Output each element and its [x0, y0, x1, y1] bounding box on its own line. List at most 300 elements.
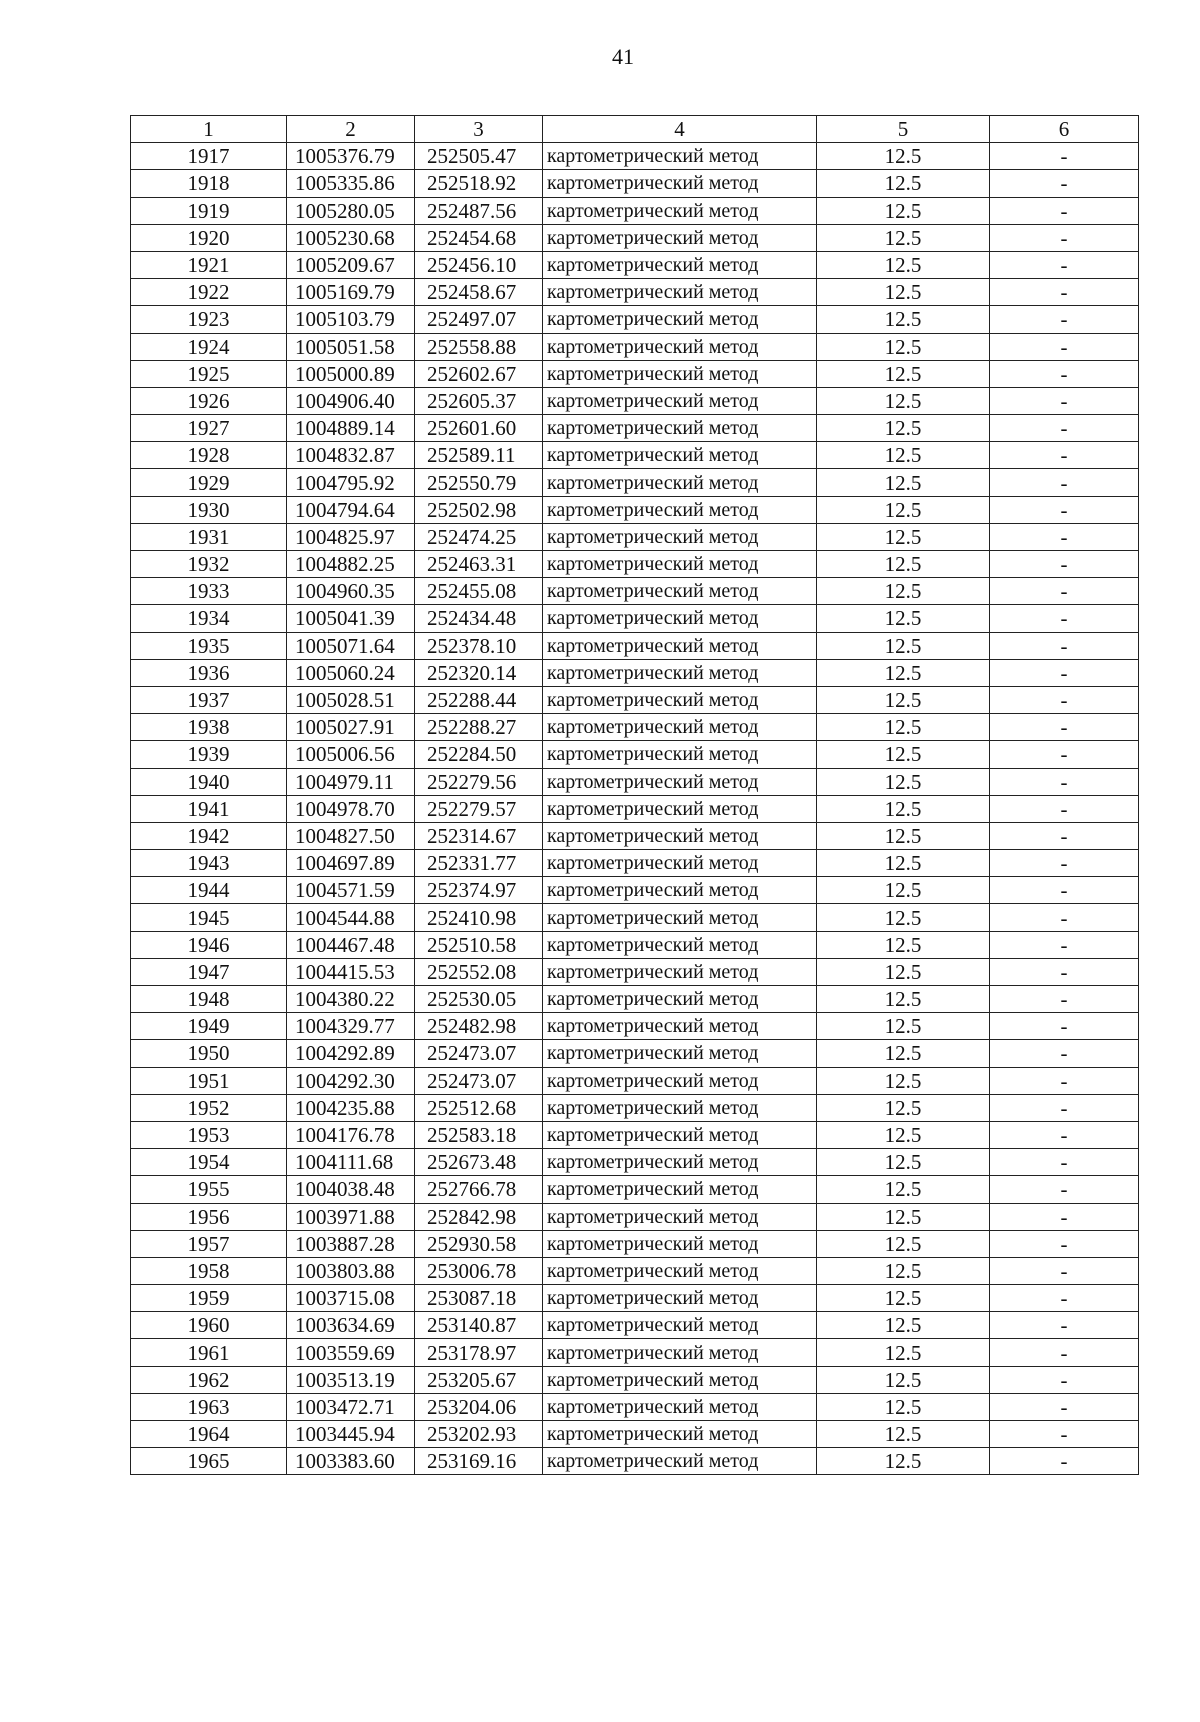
- x-coordinate-cell: 1004889.14: [287, 415, 415, 442]
- table-row: [131, 659, 1139, 686]
- table-row: [131, 686, 1139, 713]
- method-cell: картометрический метод: [543, 1421, 817, 1448]
- method-cell: картометрический метод: [543, 741, 817, 768]
- x-coordinate-cell: 1003803.88: [287, 1257, 415, 1284]
- method-cell: картометрический метод: [543, 1067, 817, 1094]
- table-row: [131, 850, 1139, 877]
- x-coordinate-cell: 1004825.97: [287, 523, 415, 550]
- x-coordinate-cell: 1004794.64: [287, 496, 415, 523]
- y-coordinate-cell: 252602.67: [415, 360, 543, 387]
- x-coordinate-cell: 1004467.48: [287, 931, 415, 958]
- accuracy-cell: 12.5: [817, 251, 990, 278]
- note-cell: -: [990, 958, 1139, 985]
- accuracy-cell: 12.5: [817, 1230, 990, 1257]
- accuracy-cell: 12.5: [817, 469, 990, 496]
- table-row: [131, 224, 1139, 251]
- x-coordinate-cell: 1005028.51: [287, 686, 415, 713]
- y-coordinate-cell: 253204.06: [415, 1393, 543, 1420]
- note-cell: -: [990, 741, 1139, 768]
- method-cell: картометрический метод: [543, 877, 817, 904]
- method-cell: картометрический метод: [543, 1312, 817, 1339]
- point-number-cell: 1921: [131, 251, 287, 278]
- table-row: [131, 822, 1139, 849]
- accuracy-cell: 12.5: [817, 1013, 990, 1040]
- accuracy-cell: 12.5: [817, 795, 990, 822]
- method-cell: картометрический метод: [543, 1040, 817, 1067]
- y-coordinate-cell: 252510.58: [415, 931, 543, 958]
- accuracy-cell: 12.5: [817, 1421, 990, 1448]
- table-row: [131, 1013, 1139, 1040]
- y-coordinate-cell: 252456.10: [415, 251, 543, 278]
- x-coordinate-cell: 1005280.05: [287, 197, 415, 224]
- x-coordinate-cell: 1004697.89: [287, 850, 415, 877]
- point-number-cell: 1937: [131, 686, 287, 713]
- y-coordinate-cell: 252583.18: [415, 1121, 543, 1148]
- y-coordinate-cell: 252434.48: [415, 605, 543, 632]
- point-number-cell: 1930: [131, 496, 287, 523]
- x-coordinate-cell: 1005169.79: [287, 279, 415, 306]
- y-coordinate-cell: 252458.67: [415, 279, 543, 306]
- accuracy-cell: 12.5: [817, 442, 990, 469]
- point-number-cell: 1956: [131, 1203, 287, 1230]
- accuracy-cell: 12.5: [817, 279, 990, 306]
- x-coordinate-cell: 1005230.68: [287, 224, 415, 251]
- note-cell: -: [990, 795, 1139, 822]
- accuracy-cell: 12.5: [817, 333, 990, 360]
- table-row: [131, 306, 1139, 333]
- y-coordinate-cell: 252930.58: [415, 1230, 543, 1257]
- note-cell: -: [990, 1366, 1139, 1393]
- note-cell: -: [990, 1285, 1139, 1312]
- accuracy-cell: 12.5: [817, 1067, 990, 1094]
- method-cell: картометрический метод: [543, 795, 817, 822]
- note-cell: -: [990, 1040, 1139, 1067]
- method-cell: картометрический метод: [543, 170, 817, 197]
- accuracy-cell: 12.5: [817, 551, 990, 578]
- note-cell: -: [990, 360, 1139, 387]
- y-coordinate-cell: 252487.56: [415, 197, 543, 224]
- table-row: [131, 1448, 1139, 1475]
- x-coordinate-cell: 1005071.64: [287, 632, 415, 659]
- x-coordinate-cell: 1005000.89: [287, 360, 415, 387]
- table-row: [131, 1094, 1139, 1121]
- accuracy-cell: 12.5: [817, 1285, 990, 1312]
- note-cell: -: [990, 197, 1139, 224]
- y-coordinate-cell: 252502.98: [415, 496, 543, 523]
- y-coordinate-cell: 252512.68: [415, 1094, 543, 1121]
- table-row: [131, 1176, 1139, 1203]
- table-row: [131, 578, 1139, 605]
- method-cell: картометрический метод: [543, 469, 817, 496]
- method-cell: картометрический метод: [543, 632, 817, 659]
- table-row: [131, 1121, 1139, 1148]
- table-row: [131, 1067, 1139, 1094]
- note-cell: -: [990, 1257, 1139, 1284]
- x-coordinate-cell: 1004038.48: [287, 1176, 415, 1203]
- accuracy-cell: 12.5: [817, 1040, 990, 1067]
- point-number-cell: 1942: [131, 822, 287, 849]
- x-coordinate-cell: 1004571.59: [287, 877, 415, 904]
- accuracy-cell: 12.5: [817, 986, 990, 1013]
- note-cell: -: [990, 333, 1139, 360]
- note-cell: -: [990, 170, 1139, 197]
- y-coordinate-cell: 253169.16: [415, 1448, 543, 1475]
- note-cell: -: [990, 523, 1139, 550]
- table-row: [131, 714, 1139, 741]
- table-row: [131, 469, 1139, 496]
- accuracy-cell: 12.5: [817, 659, 990, 686]
- note-cell: -: [990, 850, 1139, 877]
- accuracy-cell: 12.5: [817, 714, 990, 741]
- point-number-cell: 1917: [131, 143, 287, 170]
- y-coordinate-cell: 253087.18: [415, 1285, 543, 1312]
- header-cell: 4: [543, 116, 817, 143]
- method-cell: картометрический метод: [543, 578, 817, 605]
- table-header-row: [131, 116, 1139, 143]
- note-cell: -: [990, 686, 1139, 713]
- y-coordinate-cell: 252279.57: [415, 795, 543, 822]
- note-cell: -: [990, 632, 1139, 659]
- x-coordinate-cell: 1003887.28: [287, 1230, 415, 1257]
- table-row: [131, 904, 1139, 931]
- x-coordinate-cell: 1005376.79: [287, 143, 415, 170]
- note-cell: -: [990, 1176, 1139, 1203]
- accuracy-cell: 12.5: [817, 605, 990, 632]
- table-row: [131, 360, 1139, 387]
- point-number-cell: 1947: [131, 958, 287, 985]
- method-cell: картометрический метод: [543, 143, 817, 170]
- table-row: [131, 605, 1139, 632]
- note-cell: -: [990, 1067, 1139, 1094]
- y-coordinate-cell: 253140.87: [415, 1312, 543, 1339]
- method-cell: картометрический метод: [543, 1094, 817, 1121]
- method-cell: картометрический метод: [543, 768, 817, 795]
- point-number-cell: 1957: [131, 1230, 287, 1257]
- table-row: [131, 523, 1139, 550]
- accuracy-cell: 12.5: [817, 877, 990, 904]
- point-number-cell: 1918: [131, 170, 287, 197]
- table-row: [131, 197, 1139, 224]
- point-number-cell: 1963: [131, 1393, 287, 1420]
- accuracy-cell: 12.5: [817, 1094, 990, 1121]
- note-cell: -: [990, 1013, 1139, 1040]
- y-coordinate-cell: 252284.50: [415, 741, 543, 768]
- point-number-cell: 1926: [131, 387, 287, 414]
- point-number-cell: 1919: [131, 197, 287, 224]
- method-cell: картометрический метод: [543, 1203, 817, 1230]
- method-cell: картометрический метод: [543, 686, 817, 713]
- accuracy-cell: 12.5: [817, 822, 990, 849]
- accuracy-cell: 12.5: [817, 1339, 990, 1366]
- method-cell: картометрический метод: [543, 1176, 817, 1203]
- y-coordinate-cell: 252530.05: [415, 986, 543, 1013]
- note-cell: -: [990, 551, 1139, 578]
- y-coordinate-cell: 252454.68: [415, 224, 543, 251]
- method-cell: картометрический метод: [543, 360, 817, 387]
- point-number-cell: 1949: [131, 1013, 287, 1040]
- note-cell: -: [990, 1421, 1139, 1448]
- x-coordinate-cell: 1005335.86: [287, 170, 415, 197]
- table-row: [131, 415, 1139, 442]
- note-cell: -: [990, 877, 1139, 904]
- accuracy-cell: 12.5: [817, 741, 990, 768]
- y-coordinate-cell: 252842.98: [415, 1203, 543, 1230]
- method-cell: картометрический метод: [543, 1366, 817, 1393]
- y-coordinate-cell: 252279.56: [415, 768, 543, 795]
- point-number-cell: 1950: [131, 1040, 287, 1067]
- method-cell: картометрический метод: [543, 659, 817, 686]
- point-number-cell: 1941: [131, 795, 287, 822]
- note-cell: -: [990, 1339, 1139, 1366]
- accuracy-cell: 12.5: [817, 768, 990, 795]
- header-cell: 2: [287, 116, 415, 143]
- point-number-cell: 1945: [131, 904, 287, 931]
- note-cell: -: [990, 1393, 1139, 1420]
- method-cell: картометрический метод: [543, 224, 817, 251]
- point-number-cell: 1927: [131, 415, 287, 442]
- x-coordinate-cell: 1004176.78: [287, 1121, 415, 1148]
- point-number-cell: 1920: [131, 224, 287, 251]
- y-coordinate-cell: 252558.88: [415, 333, 543, 360]
- point-number-cell: 1925: [131, 360, 287, 387]
- table-row: [131, 1393, 1139, 1420]
- note-cell: -: [990, 986, 1139, 1013]
- table-row: [131, 1203, 1139, 1230]
- y-coordinate-cell: 253205.67: [415, 1366, 543, 1393]
- x-coordinate-cell: 1004544.88: [287, 904, 415, 931]
- table-row: [131, 768, 1139, 795]
- point-number-cell: 1948: [131, 986, 287, 1013]
- table-row: [131, 986, 1139, 1013]
- accuracy-cell: 12.5: [817, 1121, 990, 1148]
- method-cell: картометрический метод: [543, 387, 817, 414]
- method-cell: картометрический метод: [543, 1149, 817, 1176]
- method-cell: картометрический метод: [543, 958, 817, 985]
- x-coordinate-cell: 1004979.11: [287, 768, 415, 795]
- y-coordinate-cell: 252766.78: [415, 1176, 543, 1203]
- method-cell: картометрический метод: [543, 714, 817, 741]
- point-number-cell: 1923: [131, 306, 287, 333]
- y-coordinate-cell: 252378.10: [415, 632, 543, 659]
- x-coordinate-cell: 1005060.24: [287, 659, 415, 686]
- note-cell: -: [990, 1203, 1139, 1230]
- table-row: [131, 387, 1139, 414]
- accuracy-cell: 12.5: [817, 1203, 990, 1230]
- table-row: [131, 1230, 1139, 1257]
- note-cell: -: [990, 143, 1139, 170]
- y-coordinate-cell: 253178.97: [415, 1339, 543, 1366]
- x-coordinate-cell: 1004380.22: [287, 986, 415, 1013]
- x-coordinate-cell: 1004235.88: [287, 1094, 415, 1121]
- table-row: [131, 1312, 1139, 1339]
- x-coordinate-cell: 1004415.53: [287, 958, 415, 985]
- y-coordinate-cell: 252320.14: [415, 659, 543, 686]
- method-cell: картометрический метод: [543, 333, 817, 360]
- point-number-cell: 1958: [131, 1257, 287, 1284]
- note-cell: -: [990, 496, 1139, 523]
- accuracy-cell: 12.5: [817, 306, 990, 333]
- note-cell: -: [990, 605, 1139, 632]
- method-cell: картометрический метод: [543, 1121, 817, 1148]
- table-row: [131, 795, 1139, 822]
- y-coordinate-cell: 252374.97: [415, 877, 543, 904]
- x-coordinate-cell: 1005209.67: [287, 251, 415, 278]
- method-cell: картометрический метод: [543, 496, 817, 523]
- accuracy-cell: 12.5: [817, 1448, 990, 1475]
- point-number-cell: 1951: [131, 1067, 287, 1094]
- point-number-cell: 1959: [131, 1285, 287, 1312]
- accuracy-cell: 12.5: [817, 387, 990, 414]
- note-cell: -: [990, 714, 1139, 741]
- y-coordinate-cell: 252497.07: [415, 306, 543, 333]
- point-number-cell: 1940: [131, 768, 287, 795]
- accuracy-cell: 12.5: [817, 496, 990, 523]
- note-cell: -: [990, 1312, 1139, 1339]
- method-cell: картометрический метод: [543, 1448, 817, 1475]
- x-coordinate-cell: 1003634.69: [287, 1312, 415, 1339]
- y-coordinate-cell: 252288.27: [415, 714, 543, 741]
- x-coordinate-cell: 1003472.71: [287, 1393, 415, 1420]
- table-row: [131, 1040, 1139, 1067]
- method-cell: картометрический метод: [543, 1285, 817, 1312]
- y-coordinate-cell: 252288.44: [415, 686, 543, 713]
- x-coordinate-cell: 1005041.39: [287, 605, 415, 632]
- method-cell: картометрический метод: [543, 605, 817, 632]
- accuracy-cell: 12.5: [817, 686, 990, 713]
- point-number-cell: 1928: [131, 442, 287, 469]
- y-coordinate-cell: 252605.37: [415, 387, 543, 414]
- x-coordinate-cell: 1005051.58: [287, 333, 415, 360]
- accuracy-cell: 12.5: [817, 931, 990, 958]
- x-coordinate-cell: 1003513.19: [287, 1366, 415, 1393]
- x-coordinate-cell: 1004795.92: [287, 469, 415, 496]
- y-coordinate-cell: 252474.25: [415, 523, 543, 550]
- accuracy-cell: 12.5: [817, 1366, 990, 1393]
- x-coordinate-cell: 1003445.94: [287, 1421, 415, 1448]
- note-cell: -: [990, 904, 1139, 931]
- note-cell: -: [990, 578, 1139, 605]
- point-number-cell: 1934: [131, 605, 287, 632]
- accuracy-cell: 12.5: [817, 1176, 990, 1203]
- table-row: [131, 143, 1139, 170]
- y-coordinate-cell: 252550.79: [415, 469, 543, 496]
- method-cell: картометрический метод: [543, 279, 817, 306]
- method-cell: картометрический метод: [543, 1339, 817, 1366]
- point-number-cell: 1960: [131, 1312, 287, 1339]
- x-coordinate-cell: 1003971.88: [287, 1203, 415, 1230]
- method-cell: картометрический метод: [543, 442, 817, 469]
- x-coordinate-cell: 1003715.08: [287, 1285, 415, 1312]
- y-coordinate-cell: 252463.31: [415, 551, 543, 578]
- x-coordinate-cell: 1004292.89: [287, 1040, 415, 1067]
- method-cell: картометрический метод: [543, 931, 817, 958]
- method-cell: картометрический метод: [543, 1393, 817, 1420]
- y-coordinate-cell: 252505.47: [415, 143, 543, 170]
- table-row: [131, 632, 1139, 659]
- method-cell: картометрический метод: [543, 251, 817, 278]
- note-cell: -: [990, 224, 1139, 251]
- y-coordinate-cell: 252518.92: [415, 170, 543, 197]
- y-coordinate-cell: 252410.98: [415, 904, 543, 931]
- table-row: [131, 1421, 1139, 1448]
- table-row: [131, 741, 1139, 768]
- method-cell: картометрический метод: [543, 822, 817, 849]
- note-cell: -: [990, 659, 1139, 686]
- x-coordinate-cell: 1004292.30: [287, 1067, 415, 1094]
- method-cell: картометрический метод: [543, 1230, 817, 1257]
- y-coordinate-cell: 252473.07: [415, 1067, 543, 1094]
- note-cell: -: [990, 1149, 1139, 1176]
- note-cell: -: [990, 251, 1139, 278]
- accuracy-cell: 12.5: [817, 170, 990, 197]
- point-number-cell: 1938: [131, 714, 287, 741]
- x-coordinate-cell: 1004329.77: [287, 1013, 415, 1040]
- note-cell: -: [990, 1230, 1139, 1257]
- x-coordinate-cell: 1004882.25: [287, 551, 415, 578]
- accuracy-cell: 12.5: [817, 360, 990, 387]
- point-number-cell: 1944: [131, 877, 287, 904]
- header-cell: 1: [131, 116, 287, 143]
- point-number-cell: 1965: [131, 1448, 287, 1475]
- y-coordinate-cell: 252601.60: [415, 415, 543, 442]
- method-cell: картометрический метод: [543, 904, 817, 931]
- accuracy-cell: 12.5: [817, 1393, 990, 1420]
- note-cell: -: [990, 1094, 1139, 1121]
- header-cell: 6: [990, 116, 1139, 143]
- table-row: [131, 279, 1139, 306]
- table-row: [131, 333, 1139, 360]
- y-coordinate-cell: 253202.93: [415, 1421, 543, 1448]
- table-row: [131, 496, 1139, 523]
- accuracy-cell: 12.5: [817, 224, 990, 251]
- note-cell: -: [990, 279, 1139, 306]
- table-row: [131, 251, 1139, 278]
- y-coordinate-cell: 252455.08: [415, 578, 543, 605]
- point-number-cell: 1939: [131, 741, 287, 768]
- method-cell: картометрический метод: [543, 523, 817, 550]
- x-coordinate-cell: 1004906.40: [287, 387, 415, 414]
- note-cell: -: [990, 1448, 1139, 1475]
- accuracy-cell: 12.5: [817, 1257, 990, 1284]
- table-row: [131, 551, 1139, 578]
- point-number-cell: 1932: [131, 551, 287, 578]
- y-coordinate-cell: 253006.78: [415, 1257, 543, 1284]
- point-number-cell: 1922: [131, 279, 287, 306]
- table-row: [131, 170, 1139, 197]
- accuracy-cell: 12.5: [817, 632, 990, 659]
- note-cell: -: [990, 768, 1139, 795]
- note-cell: -: [990, 931, 1139, 958]
- y-coordinate-cell: 252589.11: [415, 442, 543, 469]
- x-coordinate-cell: 1004832.87: [287, 442, 415, 469]
- table-body: [131, 116, 1139, 1475]
- table-row: [131, 1285, 1139, 1312]
- note-cell: -: [990, 415, 1139, 442]
- point-number-cell: 1955: [131, 1176, 287, 1203]
- x-coordinate-cell: 1005103.79: [287, 306, 415, 333]
- table-row: [131, 1339, 1139, 1366]
- table-row: [131, 958, 1139, 985]
- accuracy-cell: 12.5: [817, 415, 990, 442]
- table-row: [131, 1149, 1139, 1176]
- method-cell: картометрический метод: [543, 551, 817, 578]
- method-cell: картометрический метод: [543, 850, 817, 877]
- accuracy-cell: 12.5: [817, 904, 990, 931]
- accuracy-cell: 12.5: [817, 958, 990, 985]
- accuracy-cell: 12.5: [817, 1312, 990, 1339]
- method-cell: картометрический метод: [543, 1257, 817, 1284]
- x-coordinate-cell: 1004827.50: [287, 822, 415, 849]
